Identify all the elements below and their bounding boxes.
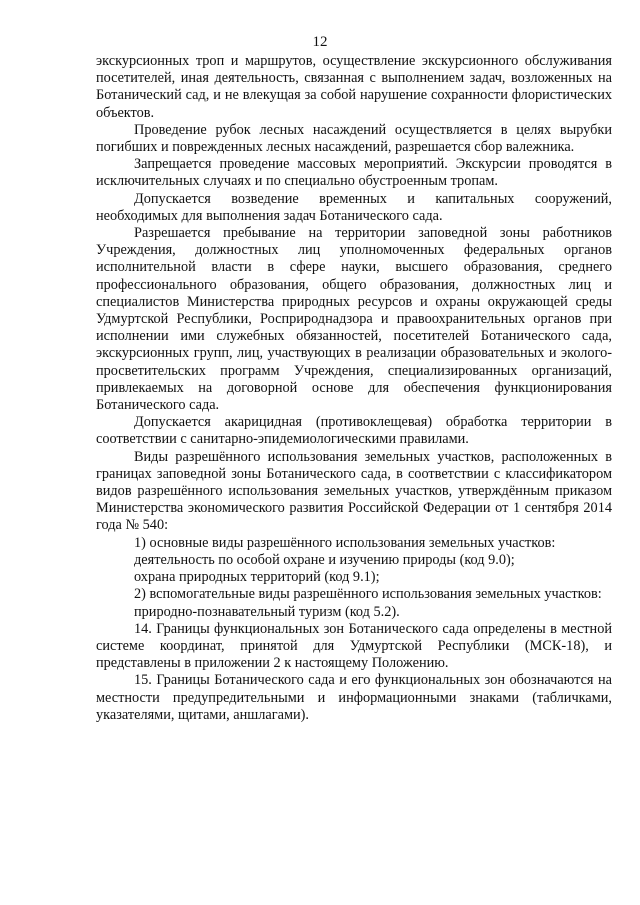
paragraph-permitted-persons: Разрешается пребывание на территории заповедной зоны работников Учреждения, должностных лиц уполномоченных федеральных органов исполнительной власти в сфере науки, высшего образования, среднего профессионального образования, общего образования, должностных лиц и специалистов Министерства природных ресурсов и охраны окружающей среды Удмуртской Республики, Росприроднадзора и правоохранительных органов при исполнении ими служебных обязанностей, посетителей Ботанического сада, экскурсионных групп, лиц, участвующих в реализации образовательных и эколого-просветительских программ Учреждения, специализированных организаций, привлекаемых на договорной основе для обеспечения функционирования Ботанического сада.	[96, 225, 612, 414]
list-item-nature-protection: деятельность по особой охране и изучению природы (код 9.0);	[134, 551, 515, 568]
paragraph-land-use-types: Виды разрешённого использования земельных участков, расположенных в границах заповедной зоны Ботанического сада, в соответствии с классификатором видов разрешённого использования земельных участков, утверждённым приказом Министерства экономического развития Российской Федерации от 1 сентября 2014 года № 540:	[96, 448, 612, 534]
list-item-auxiliary-uses: 2) вспомогательные виды разрешённого использования земельных участков:	[134, 586, 602, 603]
page-number: 12	[312, 34, 328, 50]
paragraph-acaricide-treatment: Допускается акарицидная (противоклещевая) обработка территории в соответствии с санитарно-эпидемиологическими правилами.	[96, 414, 612, 448]
paragraph-15-boundary-signs: 15. Границы Ботанического сада и его функциональных зон обозначаются на местности предупредительными и информационными знаками (табличками, указателями, щитами, аншлагами).	[96, 672, 612, 723]
document-body	[96, 53, 612, 724]
paragraph-mass-events: Запрещается проведение массовых мероприятий. Экскурсии проводятся в исключительных случаях и по специально обустроенным тропам.	[96, 156, 612, 190]
paragraph-forest-felling: Проведение рубок лесных насаждений осуществляется в целях вырубки погибших и поврежденных лесных насаждений, разрешается сбор валежника.	[96, 121, 612, 156]
paragraph-14-zone-boundaries: 14. Границы функциональных зон Ботанического сада определены в местной системе координат, принятой для Удмуртской Республики (МСК-18), и представлены в приложении 2 к настоящему Положению.	[96, 620, 612, 672]
paragraph-excursion-trails: экскурсионных троп и маршрутов, осуществление экскурсионного обслуживания посетителей, иная деятельность, связанная с выполнением задач, возложенных на Ботанический сад, и не влекущая за собой нарушение сохранности флористических объектов.	[96, 53, 612, 121]
list-item-main-uses: 1) основные виды разрешённого использования земельных участков:	[134, 534, 556, 551]
paragraph-construction: Допускается возведение временных и капитальных сооружений, необходимых для выполнения задач Ботанического сада.	[96, 190, 612, 224]
list-item-nature-tourism: природно-познавательный туризм (код 5.2).	[134, 603, 400, 620]
list-item-territory-protection: охрана природных территорий (код 9.1);	[134, 569, 380, 586]
